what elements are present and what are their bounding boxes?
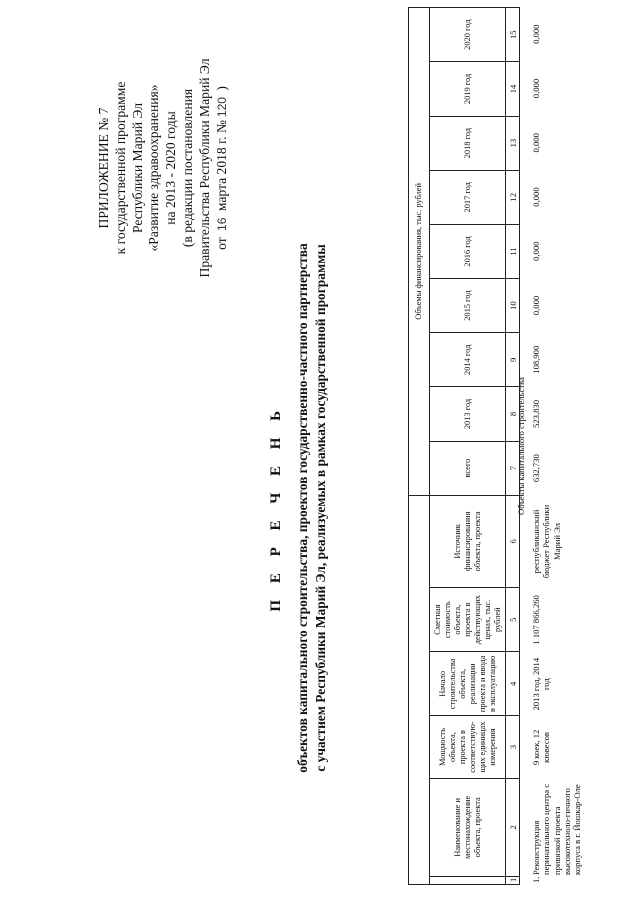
row-source: республиканский бюджет Республики Марий Эл xyxy=(531,504,562,579)
row-number: 1. xyxy=(531,876,542,883)
column-number: 6 xyxy=(506,495,520,587)
header-year: 2018 год xyxy=(430,116,506,170)
appendix-date-line xyxy=(214,33,231,303)
header-year: 2014 год xyxy=(430,333,506,387)
header-year: 2016 год xyxy=(430,224,506,278)
data-table xyxy=(512,7,583,885)
row-value: 0,000 xyxy=(531,241,542,261)
date-suffix: ) xyxy=(213,86,229,91)
column-number: 13 xyxy=(506,116,520,170)
column-number: 15 xyxy=(506,8,520,62)
column-number: 12 xyxy=(506,170,520,224)
document-subtitle: объектов капитального строительства, проектов государственно-частного партнерства xyxy=(295,243,310,773)
header-volumes: Объемы финансирования, тыс. рублей xyxy=(409,8,430,496)
column-number: 7 xyxy=(506,441,520,495)
section-heading: Объекты капитального строительства xyxy=(516,377,526,515)
header-table xyxy=(408,7,520,885)
header-cost: Сметная стоимость объекта, проекта в действующих ценах, тыс. рублей xyxy=(430,588,506,652)
document-title-block xyxy=(268,203,330,813)
column-number: 14 xyxy=(506,62,520,116)
column-number: 11 xyxy=(506,224,520,278)
row-value: 0,000 xyxy=(531,187,542,207)
appendix-line: (в редакции постановления xyxy=(179,88,195,248)
header-name: Наименование и местонахождение объекта, проекта xyxy=(430,778,506,876)
header-total: всего xyxy=(430,441,506,495)
row-value: 0,000 xyxy=(531,295,542,316)
date-prefix: от xyxy=(213,237,229,250)
column-number: 9 xyxy=(506,333,520,387)
document-title: П Е Р Е Ч Е Н Ь xyxy=(268,404,284,612)
header-year: 2013 год xyxy=(430,387,506,441)
row-value: 523,830 xyxy=(531,399,542,428)
column-number: 1 xyxy=(506,876,520,884)
resolution-number: 120 xyxy=(214,97,229,118)
appendix-line: Республики Марий Эл xyxy=(129,102,145,234)
header-year: 2020 год xyxy=(430,8,506,62)
header-year: 2015 год xyxy=(430,279,506,333)
appendix-line: Правительства Республики Марий Эл xyxy=(196,58,212,278)
appendix-line: к государственной программе xyxy=(112,81,128,255)
row-value: 108,900 xyxy=(531,345,542,374)
row-value: 0,000 xyxy=(531,78,542,99)
header-capacity: Мощность объекта, проекта в соответствую-щих единицах измерения xyxy=(430,716,506,778)
table-row xyxy=(530,7,583,885)
row-value: 0,000 xyxy=(531,133,542,153)
header-source: Источник финансирования объекта, проекта xyxy=(430,495,506,587)
header-top-blank xyxy=(409,495,430,884)
column-number: 5 xyxy=(506,588,520,652)
column-number: 2 xyxy=(506,778,520,876)
column-number: 4 xyxy=(506,652,520,716)
column-number: 8 xyxy=(506,387,520,441)
header-start: Начало строительства объекта, реализации проекта и ввода в эксплуатацию xyxy=(430,652,506,716)
appendix-block xyxy=(96,33,230,303)
row-capacity: 9 коек, 12 кювесов xyxy=(531,729,552,766)
date-month-number: марта 2018 г. № xyxy=(213,120,229,212)
header-year: 2019 год xyxy=(430,62,506,116)
row-total: 632,730 xyxy=(531,454,542,483)
header-year: 2017 год xyxy=(430,170,506,224)
row-name: Реконструкция перинатального центра с привязкой проекта высокотехноло-гичного корпуса в г. Йошкар-Оле xyxy=(531,783,583,875)
row-start: 2013 год, 2014 год xyxy=(531,657,552,711)
appendix-line: «Развитие здравоохранения» xyxy=(146,84,162,252)
column-number: 10 xyxy=(506,279,520,333)
row-value: 0,000 xyxy=(531,24,542,44)
appendix-line: на 2013 - 2020 годы xyxy=(163,111,179,225)
date-day: 16 xyxy=(214,217,229,231)
appendix-title: ПРИЛОЖЕНИЕ № 7 xyxy=(96,107,111,229)
header-empty xyxy=(430,876,506,884)
row-cost: 1 107 866,260 xyxy=(531,595,542,645)
column-number: 3 xyxy=(506,716,520,778)
document-subtitle: с участием Республики Марий Эл, реализуемых в рамках государственной программы xyxy=(313,244,328,772)
